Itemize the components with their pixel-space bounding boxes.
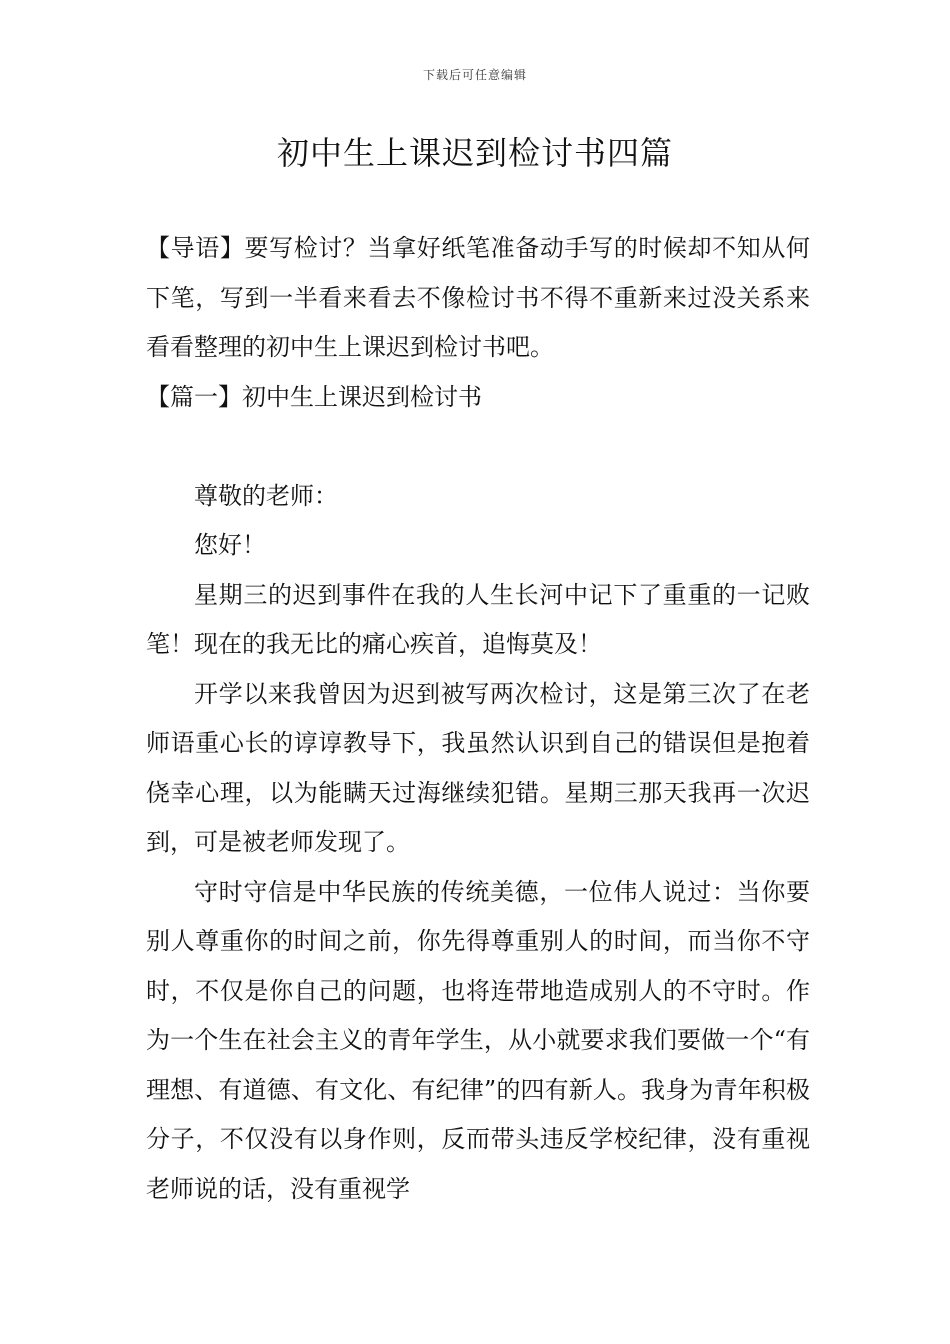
header-note: 下载后可任意编辑 [422,68,527,82]
greeting: 您好！ [194,531,266,559]
section-heading: 【篇一】初中生上课迟到检讨书 [146,382,482,411]
body-paragraph: 守时守信是中华民族的传统美德，一位伟人说过：当你要别人尊重你的时间之前，你先得尊重别人的时间，而当你不守时，不仅是你自己的问题，也将连带地造成别人的不守时。作为一个生在社会主义的青年学生，从小就要求我们要做一个“有理想、有道德、有文化、有纪律”的四有新人。我身为青年积极分子，不仅没有以身作则，反而带头违反学校纪律，没有重视老师说的话，没有重视学 [146,877,810,1203]
document-title: 初中生上课迟到检讨书四篇 [276,134,673,172]
intro-paragraph: 【导语】要写检讨？当拿好纸笔准备动手写的时候却不知从何下笔，写到一半看来看去不像检讨书不得不重新来过没关系来看看整理的初中生上课迟到检讨书吧。 [146,234,810,361]
salutation: 尊敬的老师： [194,481,338,510]
body-paragraph: 星期三的迟到事件在我的人生长河中记下了重重的一记败笔！现在的我无比的痛心疾首，追悔莫及！ [146,580,810,658]
blank-line [146,422,810,472]
document-body [146,224,810,1214]
body-paragraph: 开学以来我曾因为迟到被写两次检讨，这是第三次了在老师语重心长的谆谆教导下，我虽然认识到自己的错误但是抱着侥幸心理，以为能瞒天过海继续犯错。星期三那天我再一次迟到，可是被老师发现了。 [146,679,810,856]
